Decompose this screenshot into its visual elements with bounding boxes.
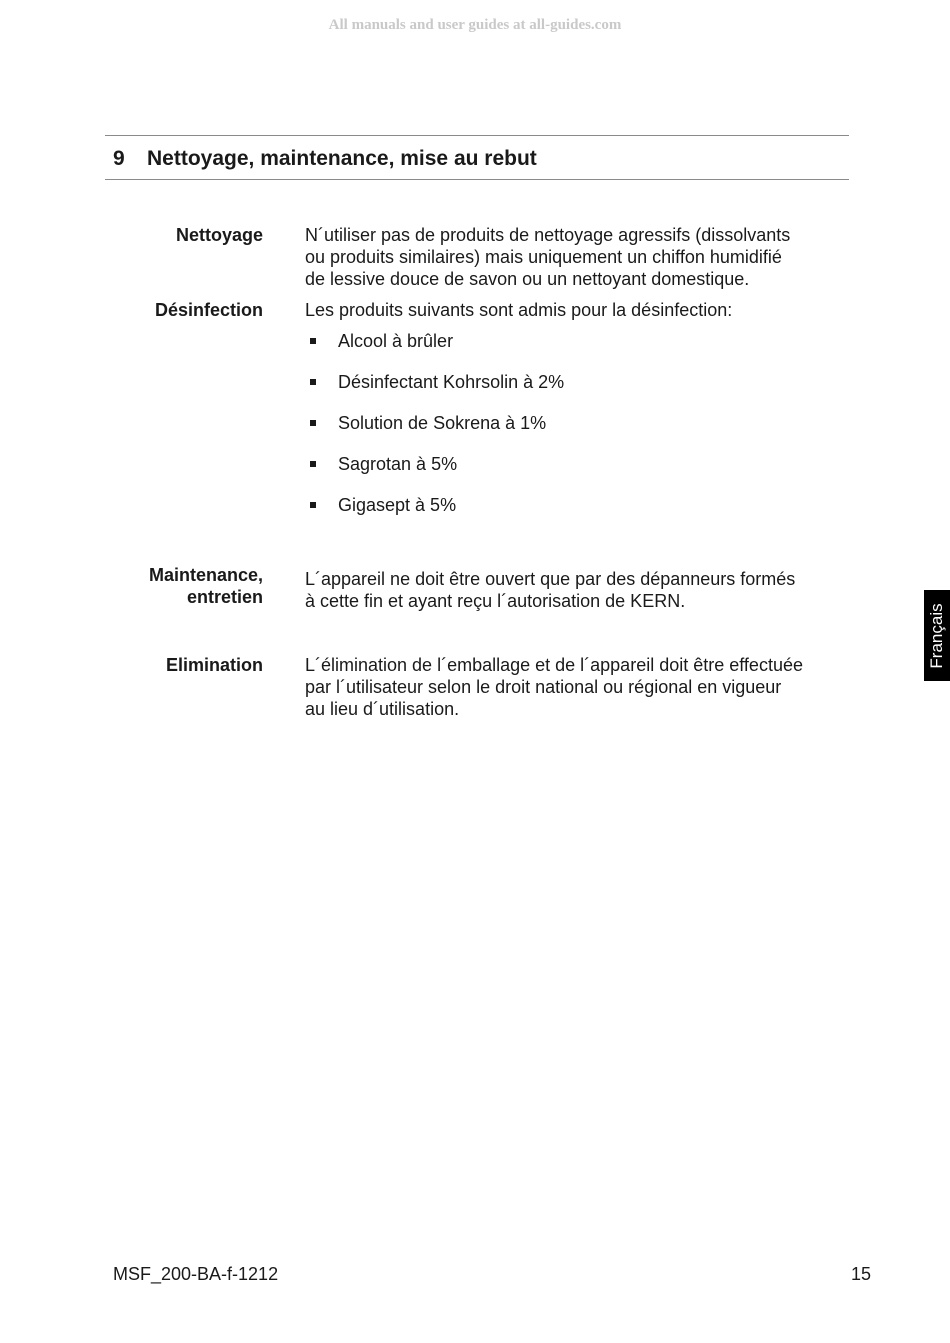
bullet-square-icon xyxy=(310,461,316,467)
bullet-square-icon xyxy=(310,420,316,426)
list-item-text: Gigasept à 5% xyxy=(338,495,457,515)
maintenance-label-line: Maintenance, xyxy=(148,565,263,585)
bullet-square-icon xyxy=(310,379,316,385)
list-item-text: Sagrotan à 5% xyxy=(338,454,458,474)
disposal-line: par l´utilisateur selon le droit national ou régional en vigueur xyxy=(305,677,782,697)
maintenance-text xyxy=(305,568,845,612)
disinfection-intro: Les produits suivants sont admis pour la désinfection: xyxy=(305,300,733,320)
list-item-text: Désinfectant Kohrsolin à 2% xyxy=(338,372,565,392)
maintenance-line: à cette fin et ayant reçu l´autorisation de KERN. xyxy=(305,591,686,611)
list-item-text: Solution de Sokrena à 1% xyxy=(338,413,547,433)
cleaning-line: de lessive douce de savon ou un nettoyant domestique. xyxy=(305,269,750,289)
cleaning-label: Nettoyage xyxy=(175,225,263,245)
bullet-square-icon xyxy=(310,338,316,344)
page-number: 15 xyxy=(850,1264,871,1284)
section-header xyxy=(105,135,849,180)
maintenance-line: L´appareil ne doit être ouvert que par des dépanneurs formés xyxy=(305,569,796,589)
disinfection-label: Désinfection xyxy=(154,300,263,320)
watermark: All manuals and user guides at all-guides.com xyxy=(328,17,622,33)
language-tab xyxy=(924,590,950,681)
disposal-line: au lieu d´utilisation. xyxy=(305,699,460,719)
disposal-label: Elimination xyxy=(165,655,263,675)
disposal-line: L´élimination de l´emballage et de l´appareil doit être effectuée xyxy=(305,655,803,675)
section-number: 9 xyxy=(113,147,125,170)
cleaning-line: ou produits similaires) mais uniquement un chiffon humidifié xyxy=(305,247,782,267)
cleaning-line: N´utiliser pas de produits de nettoyage agressifs (dissolvants xyxy=(305,225,791,245)
disposal-text xyxy=(305,654,845,720)
list-item-text: Alcool à brûler xyxy=(338,331,454,351)
language-tab-label: Français xyxy=(927,602,946,669)
section-title: Nettoyage, maintenance, mise au rebut xyxy=(147,147,537,170)
cleaning-text xyxy=(305,224,845,290)
maintenance-label-line: entretien xyxy=(186,587,263,607)
maintenance-label xyxy=(63,564,263,608)
footer-doc-id: MSF_200-BA-f-1212 xyxy=(113,1264,279,1284)
bullet-square-icon xyxy=(310,502,316,508)
